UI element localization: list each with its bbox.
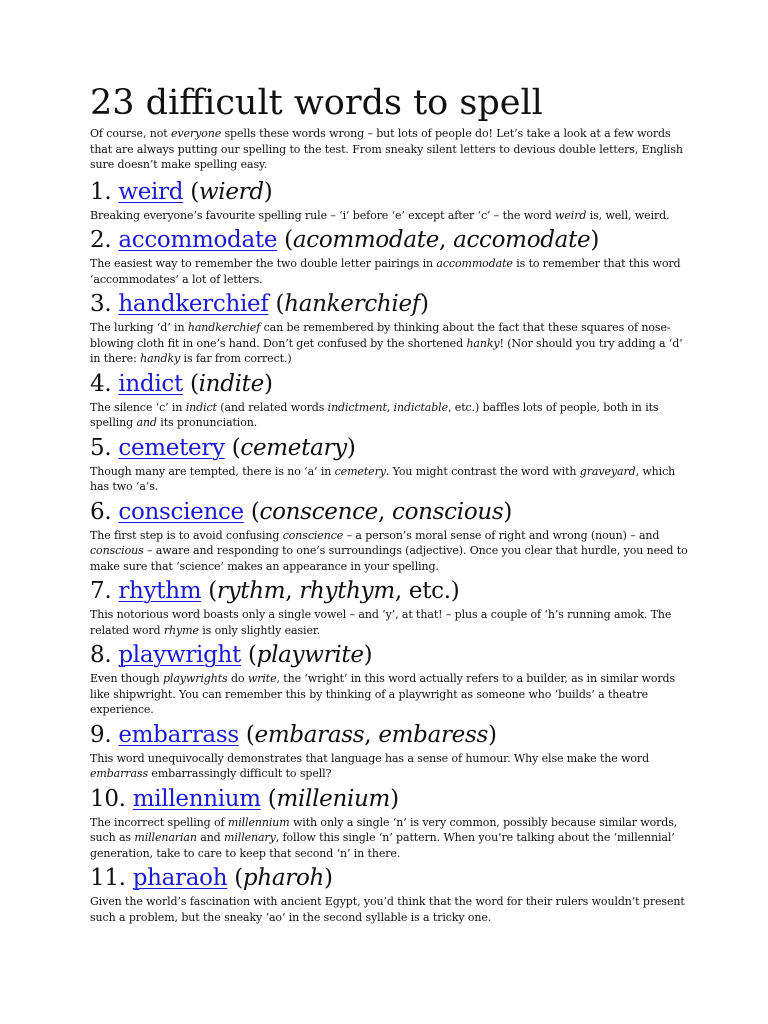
description-text: , etc.) baffles lots of people, both in its spelling	[90, 400, 659, 429]
close-paren: )	[488, 721, 497, 748]
intro-text: Of course, not	[90, 127, 171, 140]
entry-heading	[90, 433, 690, 463]
description-text: The easiest way to remember the two double letter pairings in	[90, 257, 437, 270]
open-paren: (	[243, 498, 260, 525]
entry-description	[90, 320, 690, 367]
entry-description	[90, 671, 690, 718]
entry-heading	[90, 225, 690, 255]
misspelling: conscence	[259, 498, 378, 525]
misspelling: indite	[198, 370, 264, 397]
description-italic: millenary	[224, 831, 276, 844]
document-page	[90, 80, 690, 925]
description-italic: millenarian	[134, 831, 197, 844]
description-italic: hanky	[466, 336, 500, 350]
word-entry	[90, 433, 690, 495]
misspelling-separator: ,	[439, 227, 454, 253]
description-text: Though many are tempted, there is no ‘a’ in	[90, 464, 335, 478]
description-text: , follow this single ‘n’ pattern. When you’re talking about the ‘millennial’ generation, take to care to keep that second ‘n’ in there.	[90, 831, 675, 860]
entry-description	[90, 751, 690, 782]
word-entry	[90, 369, 690, 431]
open-paren: (	[183, 178, 199, 205]
description-text: can be remembered by thinking about the fact that these squares of nose-blowing cloth fit in one’s hand. Don’t get confused by the shortened	[90, 321, 671, 350]
description-text: (and related words	[216, 400, 328, 414]
misspelling-separator: ,	[364, 721, 379, 748]
description-italic: handkerchief	[187, 321, 261, 334]
entry-heading	[90, 784, 690, 814]
description-text: The first step is to avoid confusing	[90, 528, 283, 542]
close-paren: )	[263, 370, 273, 397]
entry-heading	[90, 640, 690, 670]
intro-italic: everyone	[170, 127, 222, 140]
description-italic: handky	[140, 352, 181, 365]
description-italic: and	[136, 416, 157, 429]
description-text: , the ‘wright’ in this word actually refers to a builder, as in similar words like shipwright. You can remember this by thinking of a playwright as someone who ‘builds’ a theatre experience.	[90, 672, 675, 716]
entry-number: 10.	[90, 785, 133, 812]
description-italic: graveyard	[579, 464, 636, 478]
misspelling: cemetary	[240, 434, 347, 461]
description-text: Given the world’s fascination with ancient Egypt, you’d think that the word for their rulers wouldn’t present such a problem, but the sneaky ‘ao’ in the second syllable is a tricky one.	[90, 895, 685, 924]
word-entry	[90, 225, 690, 287]
open-paren: (	[260, 785, 277, 812]
entry-description	[90, 894, 690, 925]
word-link[interactable]: weird	[118, 178, 184, 205]
description-text: is only slightly easier.	[198, 623, 321, 637]
entry-number: 7.	[90, 578, 119, 604]
description-text: do	[227, 672, 248, 685]
entry-description	[90, 464, 690, 495]
entry-number: 1.	[90, 178, 119, 205]
entry-number: 4.	[90, 370, 119, 397]
word-entry	[90, 640, 690, 718]
entry-description	[90, 400, 690, 431]
description-text: The silence ‘c’ in	[90, 400, 186, 414]
word-link[interactable]: embarrass	[118, 721, 239, 748]
word-link[interactable]: playwright	[118, 642, 241, 668]
word-link[interactable]: cemetery	[118, 434, 225, 461]
close-paren: )	[363, 642, 373, 668]
description-italic: indict	[185, 400, 217, 414]
close-paren: )	[324, 865, 333, 891]
close-paren: )	[590, 227, 600, 253]
entry-description	[90, 528, 690, 575]
description-italic: playwrights	[162, 672, 228, 685]
open-paren: (	[227, 865, 243, 891]
description-text: Even though	[90, 672, 163, 685]
word-entry	[90, 784, 690, 862]
misspelling: acommodate	[292, 227, 440, 253]
description-italic: conscious	[90, 544, 144, 557]
entry-heading	[90, 497, 690, 527]
word-link[interactable]: pharaoh	[132, 865, 228, 891]
word-entry	[90, 863, 690, 925]
entry-number: 8.	[90, 642, 119, 668]
description-italic: indictment, indictable	[327, 400, 449, 414]
open-paren: (	[201, 578, 217, 604]
description-italic: embarrass	[90, 767, 149, 780]
description-text: – aware and responding to one’s surroundings (adjective). Once you clear that hurdle, you need to make sure that ‘science’ makes an appearance in your spelling.	[90, 544, 688, 573]
close-paren: )	[390, 785, 399, 812]
description-text: . You might contrast the word with	[385, 464, 580, 478]
misspelling: accomodate	[453, 227, 591, 253]
word-link[interactable]: indict	[118, 370, 183, 397]
intro-paragraph	[90, 126, 690, 173]
entry-heading	[90, 289, 690, 319]
open-paren: (	[277, 227, 293, 253]
word-list	[90, 177, 690, 926]
entry-number: 3.	[90, 291, 119, 317]
misspelling: millenium	[276, 785, 391, 812]
close-paren: )	[450, 578, 460, 604]
entry-heading	[90, 177, 690, 207]
description-italic: rhyme	[163, 623, 199, 637]
open-paren: (	[224, 434, 241, 461]
description-text: and	[196, 831, 225, 844]
misspelling: rythm	[216, 578, 286, 604]
misspelling: embaress	[378, 721, 488, 748]
description-text: The incorrect spelling of	[90, 815, 228, 829]
description-italic: cemetery	[334, 464, 386, 478]
description-text: This word unequivocally demonstrates that language has a sense of humour. Why else make the word	[90, 751, 650, 765]
description-text: Breaking everyone’s favourite spelling rule – ‘i’ before ‘e’ except after ‘c’ – the word	[90, 208, 556, 222]
close-paren: )	[503, 498, 513, 525]
entry-number: 11.	[90, 865, 133, 891]
misspelling: hankerchief	[284, 291, 420, 317]
description-italic: write	[247, 672, 277, 685]
entry-number: 2.	[90, 227, 119, 253]
description-text: embarrassingly difficult to spell?	[148, 767, 332, 780]
description-italic: conscience	[282, 528, 344, 542]
page-title: 23 difficult words to spell	[90, 83, 543, 123]
word-link[interactable]: handkerchief	[118, 291, 269, 317]
misspelling: wierd	[198, 178, 264, 205]
word-entry	[90, 289, 690, 367]
entry-number: 6.	[90, 498, 119, 525]
description-italic: accommodate	[436, 257, 513, 270]
word-link[interactable]: conscience	[118, 498, 244, 525]
description-text: is, well, weird.	[586, 208, 670, 222]
misspelling: rhythym	[299, 578, 395, 604]
description-text: This notorious word boasts only a single vowel – and ‘y’, at that! – plus a couple of ‘h’s running amok. The related word	[90, 608, 672, 637]
word-link[interactable]: rhythm	[118, 578, 202, 604]
entry-description	[90, 256, 690, 287]
description-text: – a person’s moral sense of right and wrong (noun) – and	[343, 528, 660, 542]
entry-description	[90, 607, 690, 638]
misspelling: conscious	[392, 498, 504, 525]
description-text: ! (Nor should you try adding a ‘d’ in there:	[90, 336, 683, 365]
close-paren: )	[263, 178, 273, 205]
open-paren: (	[238, 721, 255, 748]
word-link[interactable]: accommodate	[118, 227, 278, 253]
misspelling-separator: ,	[285, 578, 300, 604]
entry-heading	[90, 576, 690, 606]
description-text: The lurking ‘d’ in	[90, 321, 188, 334]
word-entry	[90, 177, 690, 224]
misspelling: pharoh	[242, 865, 325, 891]
description-italic: weird	[555, 208, 587, 222]
word-entry	[90, 720, 690, 782]
entry-description	[90, 208, 690, 224]
open-paren: (	[182, 370, 199, 397]
description-text: , which has two ‘a’s.	[90, 464, 676, 493]
description-text: is far from correct.)	[180, 352, 292, 365]
entry-heading	[90, 369, 690, 399]
description-italic: millennium	[227, 815, 290, 829]
description-text: is to remember that this word ‘accommodates’ a lot of letters.	[90, 257, 681, 286]
misspelling-separator: , etc.	[394, 578, 451, 604]
entry-number: 9.	[90, 721, 119, 748]
open-paren: (	[240, 642, 257, 668]
entry-description	[90, 815, 690, 862]
description-text: with only a single ‘n’ is very common, possibly because similar words, such as	[90, 815, 678, 844]
entry-heading	[90, 863, 690, 893]
open-paren: (	[268, 291, 285, 317]
close-paren: )	[346, 434, 356, 461]
entry-heading	[90, 720, 690, 750]
word-entry	[90, 497, 690, 575]
close-paren: )	[420, 291, 429, 317]
misspelling: embarass	[254, 721, 365, 748]
word-entry	[90, 576, 690, 638]
misspelling-separator: ,	[378, 498, 393, 525]
entry-number: 5.	[90, 434, 119, 461]
intro-text: spells these words wrong – but lots of people do! Let’s take a look at a few words that are always putting our spelling to the test. From sneaky silent letters to devious double letters, English sure doesn’t make spelling easy.	[90, 127, 683, 171]
word-link[interactable]: millennium	[132, 785, 261, 812]
misspelling: playwrite	[256, 642, 364, 668]
description-text: its pronunciation.	[156, 416, 258, 429]
